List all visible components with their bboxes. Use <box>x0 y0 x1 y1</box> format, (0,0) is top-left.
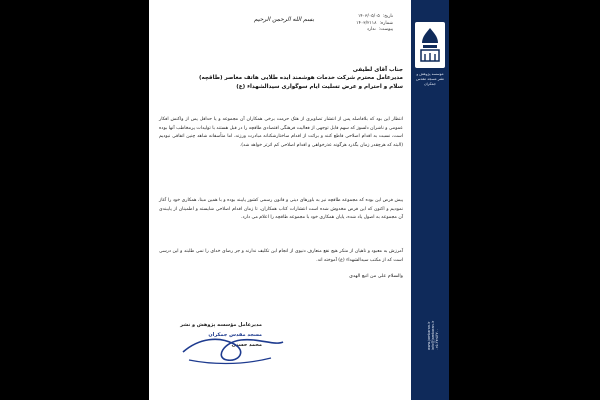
letter-page <box>149 0 449 400</box>
contact-line: ۰۲۵-۳۷۲۵۳۷۰۰ <box>435 328 439 350</box>
attachment-value: ندارد <box>366 27 376 32</box>
body-paragraph: آمرزش به معبود و ناهیان از منکر هیچ نفع منعارف دنیوی از انجام این تکلیف ندارند و جز رضای خدای را نمی طلبند و این درسی است که از مکتب سیدالشهداء (ع) آموخته اند. <box>159 249 403 263</box>
jamkaran-logo <box>415 22 445 68</box>
contact-info <box>427 200 439 350</box>
signer-name: محمد حسنی <box>231 342 262 348</box>
letterhead-sidebar <box>411 0 449 400</box>
date-value: ۱۴۰۳/۰۵/۰۵ <box>357 14 380 19</box>
signer-title: مدیرعامل مؤسسه پژوهش و نشر <box>180 322 262 328</box>
number-label: شماره: <box>379 20 393 26</box>
letter-meta <box>333 14 393 34</box>
contact-line: www.jamkaran.ir <box>427 321 431 350</box>
recipient-name: جناب آقای لطیفی <box>352 67 403 73</box>
closing-line: والسلام علی من اتبع الهدی <box>349 274 403 279</box>
attachment-row <box>333 27 393 34</box>
greeting-line: سلام و احترام و عرض تسلیت ایام سوگواری سیدالشهداء (ع) <box>236 83 403 90</box>
body-paragraph: پیش فرض این بوده که مجموعه طاقچه نیز به باورهای دینی و قانون رسمی کشور پایبند بوده و با همین مبنا، همکاری خود را آغاز نمودیم و اکنون که این فرض مخدوش شده است انتشارات کتاب همکاران، تا زمان اقدام اصلاحی شایسته و اطمینان از پایبندی آن مجموعه به اصول یاد شده، پایان همکاری خود با مجموعه طاقچه را اعلام می دارد. <box>159 198 403 221</box>
recipient-title: مدیرعامل محترم شرکت خدمات هوشمند ایده طلایی هاتف معاصر (طاقچه) <box>198 75 403 82</box>
bismillah-heading: بسم الله الرحمن الرحيم <box>253 16 315 23</box>
body-paragraph: انتظار این بود که بلافاصله پس از انتشار تصاویری از هتک حرمت برخی همکاران آن مجموعه و یا حداقل پس از واکنش افکار عمومی و ناشران دلسوز که سهم قابل توجهی از فعالیت فرهنگی اقتصادی طاقچه را در قبل هستند با تولیدات پرمخاطب آنها بوده است، نسبت به اقدام اصلاحی قاطع کنند و برائت از اقدام ساختارشکنانه مبادرت ورزند، اما متأسفانه شاهد چنین اتفاقی نبودیم (البته که هرچقدر زمان بگذرد هرگونه عذرخواهی و اقدام اصلاحی کم اثرتر خواهد شد). <box>159 117 403 148</box>
signer-org: مسجد مقدس جمکران <box>208 332 262 338</box>
mosque-dome-icon <box>417 25 443 65</box>
org-name: موسسه پژوهش و نشر مسجد مقدس جمکران <box>416 72 444 86</box>
attachment-label: پیوست: <box>378 27 393 32</box>
date-label: تاریخ: <box>382 14 393 19</box>
salutation-block <box>157 66 403 91</box>
handwritten-signature <box>179 330 289 370</box>
number-value: ۱۴۰۳/۲۱۱۸ <box>356 20 377 26</box>
contact-line: info@jamkaran.ir <box>431 320 435 350</box>
